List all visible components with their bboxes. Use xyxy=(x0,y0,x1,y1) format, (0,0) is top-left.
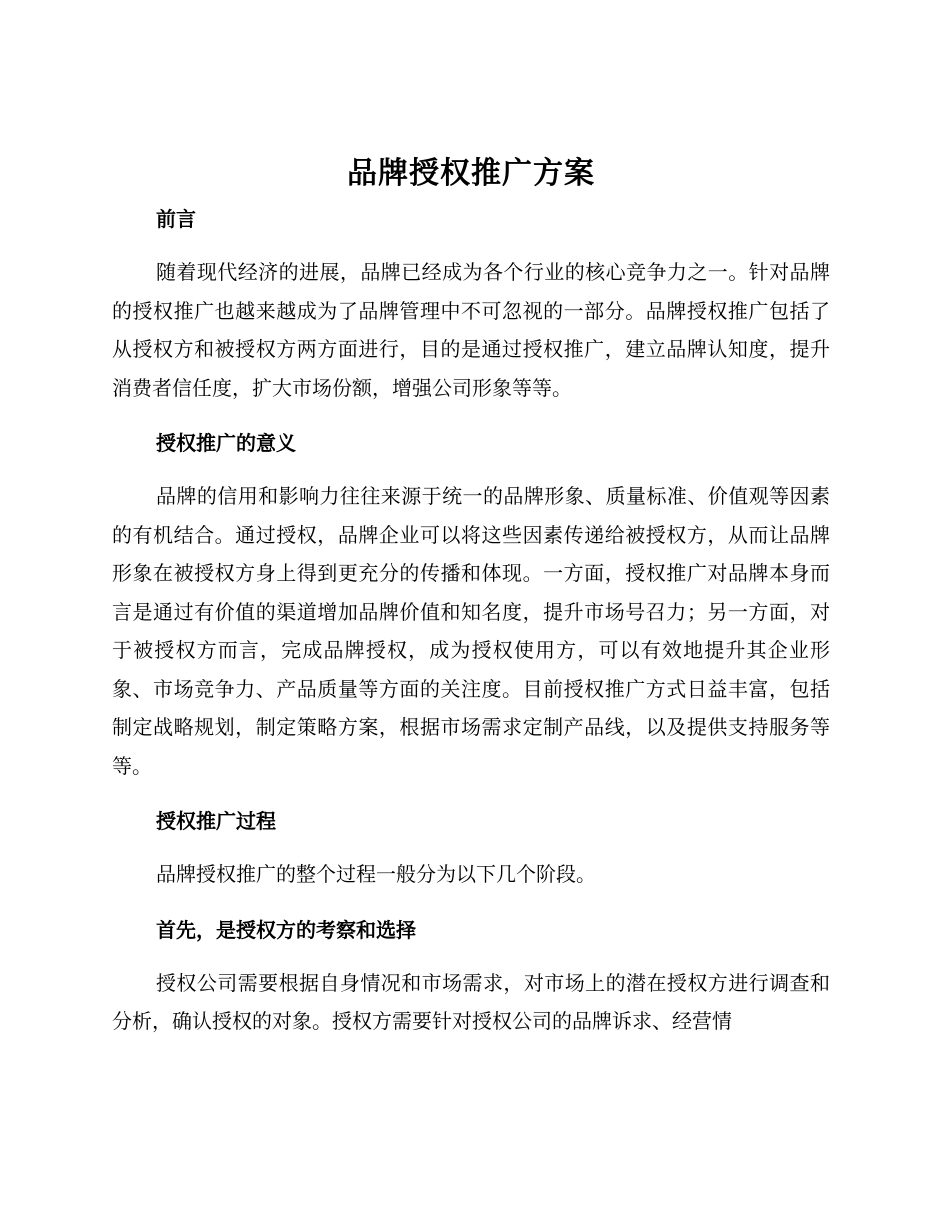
section-heading-preface: 前言 xyxy=(156,207,196,231)
stage-one-paragraph: 授权公司需要根据自身情况和市场需求，对市场上的潜在授权方进行调查和分析，确认授权的对象。授权方需要针对授权公司的品牌诉求、经营情 xyxy=(112,970,830,1033)
document-body xyxy=(112,148,830,1041)
process-paragraph: 品牌授权推广的整个过程一般分为以下几个阶段。 xyxy=(156,862,596,886)
section-heading-stage-one: 首先，是授权方的考察和选择 xyxy=(156,917,416,942)
significance-paragraph: 品牌的信用和影响力往往来源于统一的品牌形象、质量标准、价值观等因素的有机结合。通过授权，品牌企业可以将这些因素传递给被授权方，从而让品牌形象在被授权方身上得到更充分的传播和体现。一方面，授权推广对品牌本身而言是通过有价值的渠道增加品牌价值和知名度，提升市场号召力；另一方面，对于被授权方而言，完成品牌授权，成为授权使用方，可以有效地提升其企业形象、市场竞争力、产品质量等方面的关注度。目前授权推广方式日益丰富，包括制定战略规划，制定策略方案，根据市场需求定制产品线，以及提供支持服务等等。 xyxy=(112,484,830,778)
section-heading-significance: 授权推广的意义 xyxy=(156,431,296,455)
document-title: 品牌授权推广方案 xyxy=(347,156,595,191)
preface-paragraph: 随着现代经济的进展，品牌已经成为各个行业的核心竞争力之一。针对品牌的授权推广也越来越成为了品牌管理中不可忽视的一部分。品牌授权推广包括了从授权方和被授权方两方面进行，目的是通过授权推广，建立品牌认知度，提升消费者信任度，扩大市场份额，增强公司形象等等。 xyxy=(112,260,830,400)
section-heading-process: 授权推广过程 xyxy=(156,809,276,833)
